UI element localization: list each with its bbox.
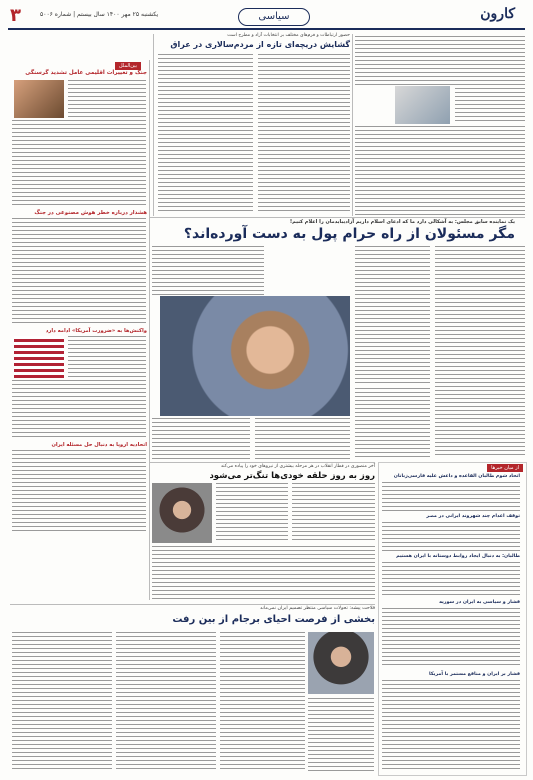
text-block: [258, 54, 350, 214]
text-block: [382, 482, 520, 512]
man-portrait-photo: [308, 632, 374, 694]
left-lower-headline-2: اتحادیه اروپا به دنبال حل مسئله ایران: [51, 442, 147, 448]
news-box-headline-1: اتحاد شوم طالبان القاعده و داعش علیه فارسی‌زبانان: [393, 474, 520, 479]
text-block: [12, 380, 146, 440]
rule: [150, 462, 375, 463]
bottom-story-headline: بخشی از فرصت احیای برجام از بین رفت: [172, 614, 375, 625]
column-rule: [352, 34, 353, 216]
header-rule: [8, 28, 525, 30]
text-block: [68, 336, 146, 378]
top-story-kicker: حضور ارتباطات و فرم‌های مختلف بر انتخابات آزاد و مطرح است: [227, 33, 350, 38]
text-block: [435, 246, 525, 456]
page-number: ۳: [10, 5, 21, 26]
text-block: [68, 80, 146, 118]
text-block: [355, 246, 430, 386]
text-block: [382, 608, 520, 668]
text-block: [152, 546, 375, 601]
text-block: [382, 680, 520, 770]
text-block: [12, 120, 146, 208]
text-block: [382, 522, 520, 552]
middle-lower-kicker: آخر منصوری در قطار انقلاب در هر مرحله بیشتری از نیروهای خود را پیاده می‌کند: [220, 464, 375, 469]
text-block: [12, 632, 112, 772]
middle-lower-headline: روز به روز حلقه خودی‌ها تنگ‌تر می‌شود: [209, 471, 375, 481]
column-rule: [149, 60, 150, 600]
rule: [10, 604, 375, 605]
text-block: [308, 698, 374, 772]
bottom-story-kicker: فلاحت پیشه: تحولات سیاسی منتظر تصمیم ایران نمی‌ماند: [260, 606, 375, 611]
column-rule: [153, 34, 154, 216]
rule: [150, 217, 525, 218]
text-block: [152, 418, 250, 460]
main-portrait-photo: [160, 296, 350, 416]
text-block: [292, 483, 375, 543]
text-block: [116, 632, 216, 772]
text-block: [382, 562, 520, 596]
text-block: [455, 88, 525, 124]
text-block: [255, 418, 350, 460]
left-top-headline: جنگ و تغییرات اقلیمی عامل تشدید گرسنگی: [25, 70, 147, 76]
text-block: [220, 632, 305, 772]
text-block: [355, 126, 525, 216]
left-lower-headline: واکنش‌ها به «ضرورت آمریکا» ادامه دارد: [45, 328, 147, 334]
main-story-kicker: یک نماینده سابق مجلس: به آشکالی دارد ما که ادعای اسلام داریم آزادیبایدمان را اعلام کنیم!: [289, 219, 515, 225]
main-story-headline: مگر مسئولان از راه حرام پول به دست آورده‌اند؟: [183, 226, 515, 242]
left-mid-headline: هشدار درباره خطر هوش مصنوعی در جنگ: [34, 210, 147, 216]
text-block: [216, 483, 288, 543]
text-block: [355, 36, 525, 88]
woman-portrait-photo: [152, 483, 212, 543]
news-box-headline-3: طالبان: به دنبال ایجاد روابط دوستانه با ایران هستیم: [396, 554, 520, 559]
news-box-headline-5: فشار بر ایران و منافع مستمر با آمریکا: [429, 672, 520, 677]
section-label: سیاسی: [238, 8, 310, 26]
news-box-headline-2: توقف اعدام چند شهروند ایرانی در مصر: [426, 514, 520, 519]
top-story-headline: گشایش دریچه‌ای تازه از مردم‌سالاری در عراق: [170, 40, 350, 49]
photo-right-top: [395, 86, 450, 124]
text-block: [152, 246, 264, 296]
text-block: [355, 388, 430, 460]
photo-left-top: [14, 80, 64, 118]
news-box-tag: از میان خبرها: [487, 464, 523, 472]
text-block: [12, 450, 146, 532]
dateline: یکشنبه ۲۵ مهر ۱۴۰۰ سال بیستم | شماره ۵۰۰۶: [40, 11, 159, 18]
text-block: [12, 218, 146, 326]
masthead-logo: کارون: [480, 6, 515, 22]
flags-photo: [14, 336, 64, 378]
news-box-headline-4: فشار و سیاسی به ایران در سوریه: [439, 600, 520, 605]
left-section-tag: بین‌الملل: [115, 62, 141, 70]
text-block: [158, 54, 253, 214]
